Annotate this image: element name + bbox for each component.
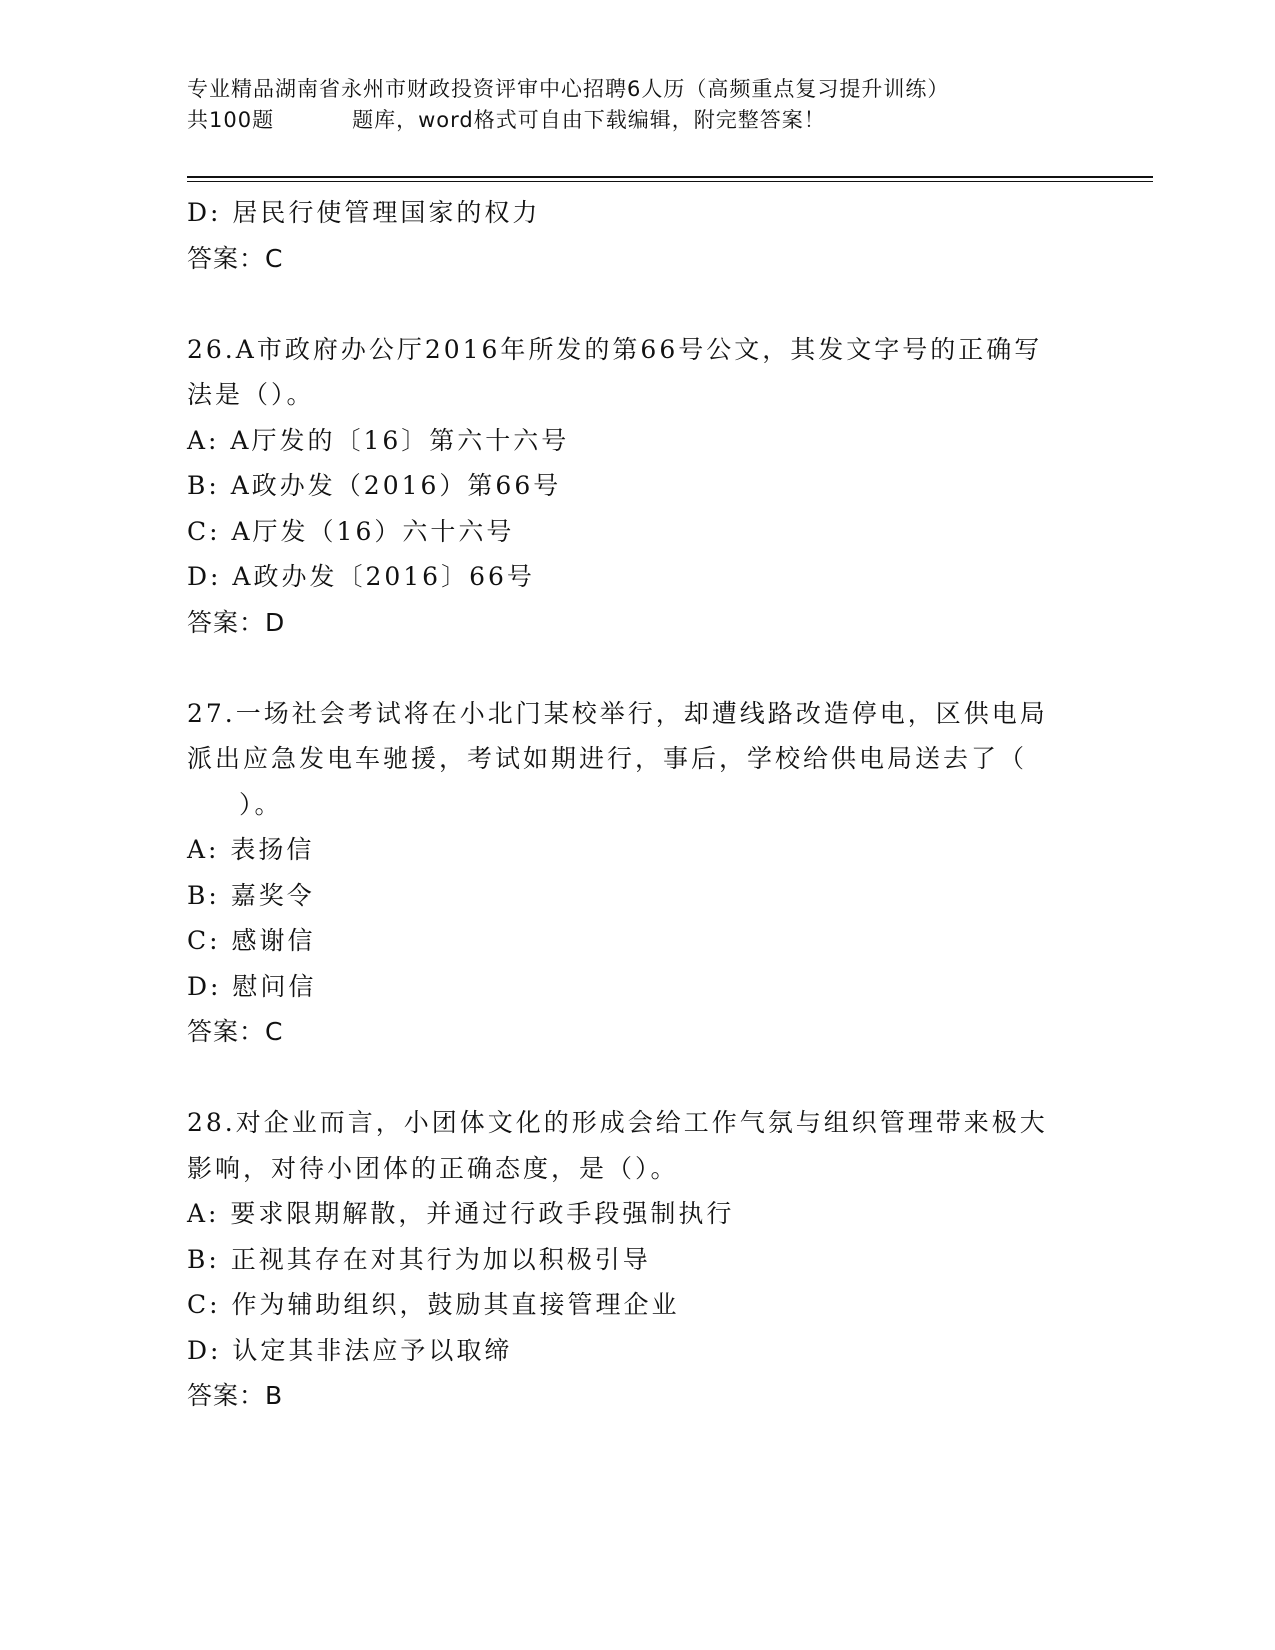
- option-c: C: 感谢信: [187, 926, 316, 955]
- option-c: C: 作为辅助组织，鼓励其直接管理企业: [187, 1290, 680, 1319]
- option-b: B: 正视其存在对其行为加以积极引导: [187, 1244, 651, 1274]
- option-c: C: A厅发（16）六十六号: [187, 516, 515, 546]
- question-text-cont: 影响，对待小团体的正确态度，是（）。: [187, 1153, 679, 1183]
- option-a: A: 要求限期解散，并通过行政手段强制执行: [187, 1199, 735, 1228]
- header-rule-thick: [187, 176, 1153, 178]
- question-text: 28.对企业而言，小团体文化的形成会给工作气氛与组织管理带来极大: [187, 1108, 1048, 1137]
- question-text: 26.A市政府办公厅2016年所发的第66号公文，其发文字号的正确写: [187, 334, 1043, 364]
- question-28: [187, 1100, 1087, 1419]
- option-b: B: 嘉奖令: [187, 880, 315, 910]
- header-rule-thin: [187, 181, 1153, 182]
- answer-line: 答案：C: [187, 1017, 284, 1046]
- question-27: [187, 691, 1087, 1055]
- option-a: A: 表扬信: [187, 835, 315, 864]
- header-count: 共100题: [187, 108, 275, 132]
- question-25-tail: [187, 190, 1087, 281]
- page-header: [187, 74, 1127, 136]
- question-text: 27.一场社会考试将在小北门某校举行，却遭线路改造停电，区供电局: [187, 698, 1048, 728]
- option-b: B: A政办发（2016）第66号: [187, 471, 562, 500]
- question-text-end: ）。: [239, 789, 283, 819]
- answer-line: 答案：D: [187, 607, 286, 637]
- header-subtitle: [187, 105, 1127, 136]
- question-list: [187, 190, 1087, 1419]
- option-d: D: 居民行使管理国家的权力: [187, 198, 541, 227]
- option-d: D: 认定其非法应予以取缔: [187, 1335, 513, 1365]
- option-d: D: A政办发〔2016〕66号: [187, 562, 535, 591]
- answer-line: 答案：B: [187, 1381, 284, 1410]
- header-note: 题库，word格式可自由下载编辑，附完整答案！: [352, 108, 826, 132]
- question-text-cont: 派出应急发电车驰援，考试如期进行，事后，学校给供电局送去了（: [187, 744, 1028, 773]
- header-title: 专业精品湖南省永州市财政投资评审中心招聘6人历（高频重点复习提升训练）: [187, 77, 950, 101]
- option-d: D: 慰问信: [187, 971, 317, 1001]
- question-text-cont: 法是（）。: [187, 380, 315, 409]
- answer-line: 答案：C: [187, 243, 284, 273]
- option-a: A: A厅发的〔16〕第六十六号: [187, 425, 570, 455]
- question-26: [187, 327, 1087, 646]
